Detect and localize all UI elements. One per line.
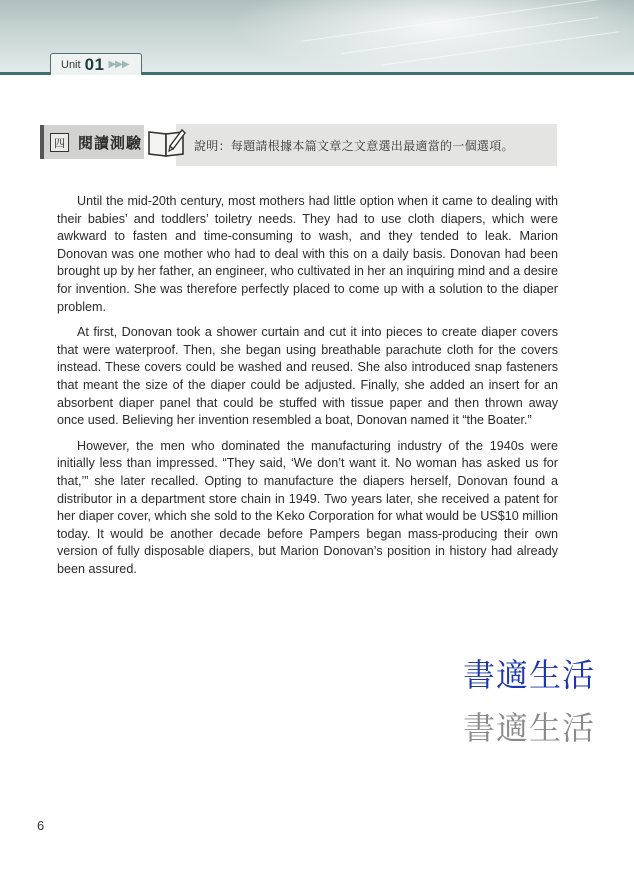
- watermark-blue: 書適生活: [463, 656, 596, 694]
- section-number-box: 四: [50, 133, 69, 152]
- section-title: 閱讀測驗: [78, 135, 143, 152]
- unit-tab: [50, 53, 142, 75]
- unit-number: 01: [84, 54, 105, 74]
- unit-arrows-icon: ▶▶▶: [108, 59, 129, 70]
- passage-paragraph: At first, Donovan took a shower curtain and cut it into pieces to create diaper covers that were waterproof. Then, she began using breathable parachute cloth for the covers instead. These covers could be washed and reused. She also introduced snap fasteners that meant the size of the diaper could be adjusted. Finally, she added an insert for an absorbent diaper panel that could be stuffed with tissue paper and then thrown away once used. Believing her invention resembled a boat, Donovan named it “the Boater.”: [57, 325, 558, 428]
- reading-passage: [57, 193, 558, 586]
- passage-paragraph: Until the mid-20th century, most mothers had little option when it came to dealing with their babies’ and toddlers’ toiletry needs. They had to use cloth diapers, which were awkward to fasten and time-consuming to wash, and they tended to leak. Marion Donovan was one mother who had to deal with this on a daily basis. Donovan had been brought up by her father, an engineer, who cultivated in her an inquiring mind and a desire for invention. She was therefore perfectly placed to come up with a solution to the diaper problem.: [57, 194, 558, 314]
- instruction-text: 說明：每題請根據本篇文章之文意選出最適當的一個選項。: [194, 139, 514, 153]
- open-book-icon: [146, 124, 188, 160]
- passage-paragraph: However, the men who dominated the manufacturing industry of the 1940s were initially less than impressed. “They said, ‘We don’t want it. No woman has asked us for that,’” she later recalled. Opting to manufacture the diapers herself, Donovan found a distributor in a department store chain in 1949. Two years later, she received a patent for her diaper cover, which she sold to the Keko Corporation for what would be US$10 million today. It would be another decade before Pampers began mass-producing their own version of fully disposable diapers, but Marion Donovan’s position in history had already been assured.: [57, 438, 558, 576]
- unit-label: Unit: [61, 58, 81, 71]
- page-number: 6: [37, 818, 45, 833]
- watermark-gray: 書適生活: [463, 709, 596, 747]
